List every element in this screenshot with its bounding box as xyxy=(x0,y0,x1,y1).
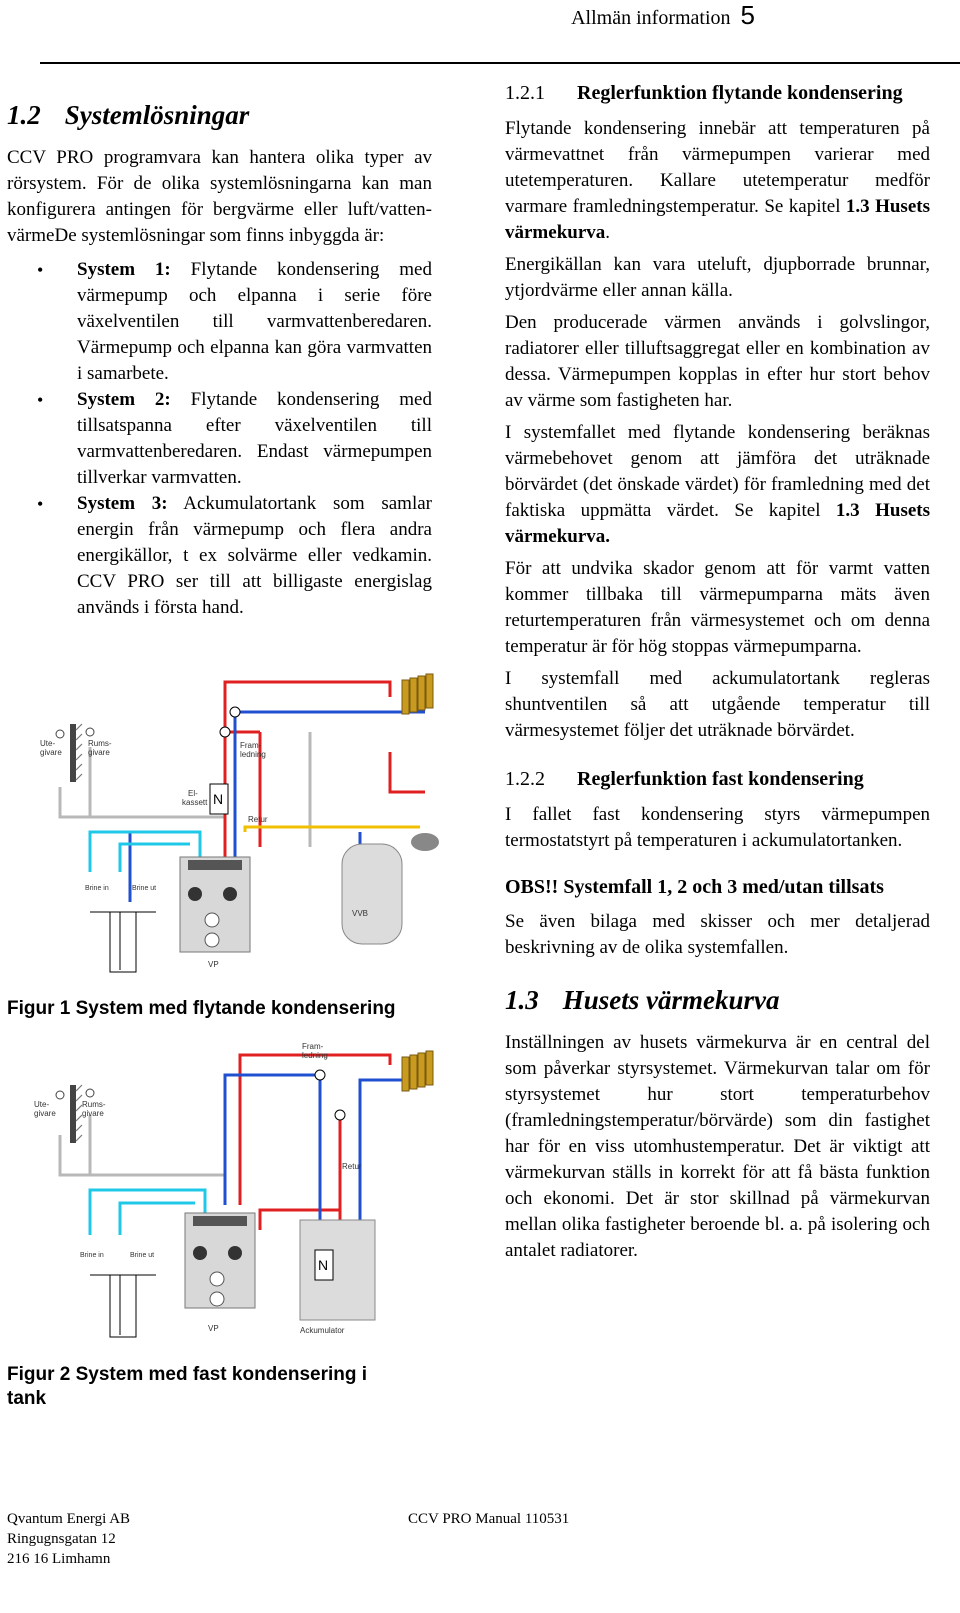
footer-street: Ringugnsgatan 12 xyxy=(7,1531,116,1547)
intro-paragraph: CCV PRO programvara kan hantera olika typer av rörsystem. För de olika systemlösningarna kan man konfigurera antingen för bergvärme eller luft/vatten-värmeDe systemlösningar som finns inbyggda är: xyxy=(7,147,432,246)
framledning-label: Fram-ledning xyxy=(240,741,266,759)
utegivare-label: Ute-givare xyxy=(40,739,62,757)
elkassett-symbol: N xyxy=(213,791,224,807)
right-column xyxy=(505,80,930,1270)
header-rule xyxy=(40,62,960,64)
section-number: 1.3 xyxy=(505,985,539,1015)
system-text: Flytande kondensering med tillsatspanna efter växelventilen till varmvattenberedaren. Endast värmepumpen tillverkar varmvatten. xyxy=(77,389,432,488)
paragraph: Inställningen av husets värmekurva är en central del som påverkar styrsystemet. Värmekurvan talar om för styrsystemet hur stort temperaturbehov (framledningstemperatur/börvärde) som din fastighet har för en viss utomhustemperatur. Det är viktigt att värmekurvan ställs in korrekt för att få bästa funktion och ekonomi. Det är stor skillnad på värmekurvan mellan olika fastigheter beroende bl. a. på isolering och antalet radiatorer. xyxy=(505,1032,930,1261)
page-header xyxy=(571,0,755,31)
rumsgivare-label: Rums-givare xyxy=(88,739,112,757)
subsection-title: Reglerfunktion fast kondensering xyxy=(577,768,864,790)
section-heading-1-2 xyxy=(7,100,432,131)
footer-company: Qvantum Energi AB xyxy=(7,1511,131,1527)
system-lead: System 3: xyxy=(77,493,168,514)
vp-label-2: VP xyxy=(208,1324,219,1333)
utegivare-label-2: Ute-givare xyxy=(34,1100,56,1118)
system-list xyxy=(7,257,432,621)
section-heading-1-2-1 xyxy=(505,80,930,106)
section-title: Husets värmekurva xyxy=(562,985,780,1015)
subsection-title: Reglerfunktion flytande kondensering xyxy=(577,82,903,104)
figure-1-diagram xyxy=(30,672,450,977)
paragraph: I fallet fast kondensering styrs värmepumpen termostatstyrt på temperaturen i ackumulatortanken. xyxy=(505,804,930,851)
system-list-item xyxy=(7,387,432,491)
paragraph: I systemfallet med flytande kondensering beräknas värmebehovet genom att jämföra det uträknade börvärdet (det önskade värdet) för framledning med det faktiska uppmätta värdet. Se kapitel 1.3 Husets värmekurva. xyxy=(505,422,930,547)
ackumulator-symbol: N xyxy=(318,1257,329,1273)
paragraph: För att undvika skador genom att för varmt vatten kommer tillbaka till värmepumparna mäts även returtemperaturen från värmesystemet och om denna temperatur är för hög stoppas värmepumparna. xyxy=(505,558,930,657)
paragraph: Se även bilaga med skisser och mer detaljerad beskrivning av de olika systemfallen. xyxy=(505,911,930,958)
paragraph: Flytande kondensering innebär att temperaturen på värmevattnet från värmepumpen varierar med utetemperaturen. Kallare utetemperatur medför varmare framledningstemperatur. Se kapitel 1.3 Husets värmekurva. xyxy=(505,118,930,243)
subsection-number: 1.2.2 xyxy=(505,768,545,790)
ackumulator-label: Ackumulator xyxy=(300,1326,345,1335)
paragraph: Den producerade värmen används i golvslingor, radiatorer eller tilluftsaggregat eller en kombination av dessa. Värmepumpen kopplas in efter hur stort behov av värme som fastigheten har. xyxy=(505,312,930,411)
section-title: Systemlösningar xyxy=(64,100,250,130)
elkassett-label: El-kassett xyxy=(182,789,208,807)
figure-2-caption: Figur 2 System med fast kondensering i tank xyxy=(7,1364,368,1409)
system-lead: System 2: xyxy=(77,389,171,410)
paragraph: Energikällan kan vara uteluft, djupborrade brunnar, ytjordvärme eller annan källa. xyxy=(505,254,930,301)
retur-label: Retur xyxy=(248,815,268,824)
rumsgivare-label-2: Rums-givare xyxy=(82,1100,106,1118)
brine-in-label-2: Brine in xyxy=(80,1252,104,1259)
section-heading-1-2-2 xyxy=(505,766,930,792)
section-number: 1.2 xyxy=(7,100,41,130)
brine-ut-label: Brine ut xyxy=(132,885,157,892)
page-footer xyxy=(7,1509,927,1569)
retur-label-2: Retur xyxy=(342,1162,362,1171)
footer-city: 216 16 Limhamn xyxy=(7,1551,111,1567)
paragraph: I systemfall med ackumulatortank regleras shuntventilen så att utgående temperatur till värmesystemet följer det uträknade börvärdet. xyxy=(505,668,930,741)
subsection-number: 1.2.1 xyxy=(505,82,545,104)
system-lead: System 1: xyxy=(77,259,171,280)
left-column xyxy=(7,100,432,621)
chapter-reference: 1.3 Husets värmekurva. xyxy=(505,500,930,547)
brine-in-label: Brine in xyxy=(85,885,109,892)
system-list-item xyxy=(7,257,432,387)
footer-manual: CCV PRO Manual 110531 xyxy=(408,1511,570,1527)
figure-2-diagram xyxy=(30,1035,450,1345)
system-text: Ackumulatortank som samlar energin från värmepump och flera andra energikällor, t ex solvärme eller vedkamin. CCV PRO ser till att billigaste energislag används i första hand. xyxy=(77,493,432,618)
figure-1-caption: Figur 1 System med flytande kondensering xyxy=(7,998,396,1019)
brine-ut-label-2: Brine ut xyxy=(130,1252,155,1259)
vvb-label: VVB xyxy=(352,909,369,918)
system-list-item xyxy=(7,491,432,621)
framledning-label-2: Fram-ledning xyxy=(302,1042,328,1060)
obs-note: OBS!! Systemfall 1, 2 och 3 med/utan tillsats xyxy=(505,876,884,898)
vp-label: VP xyxy=(208,960,219,969)
page-number: 5 xyxy=(740,0,755,30)
header-title: Allmän information xyxy=(571,7,731,29)
section-heading-1-3 xyxy=(505,985,930,1016)
chapter-reference: 1.3 Husets värmekurva xyxy=(505,196,930,243)
system-text: Flytande kondensering med värmepump och elpanna i serie före växelventilen till varmvattenberedaren. Värmepump och elpanna kan göra varmvatten i samarbete. xyxy=(77,259,432,384)
